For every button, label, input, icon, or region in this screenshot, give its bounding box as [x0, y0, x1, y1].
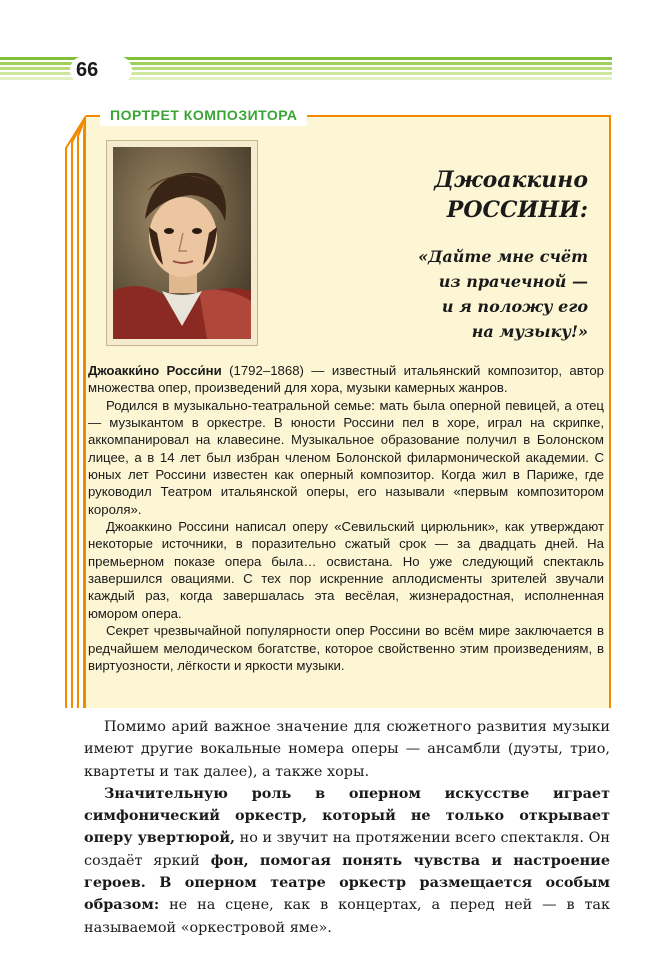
bio-paragraph	[88, 362, 604, 397]
plain-text: но и звучит на протяжении всего спектакля. Он создаёт яркий	[84, 830, 610, 869]
page-number: 66	[70, 56, 132, 84]
composer-first-name: Джоаккино	[434, 167, 588, 193]
quote-line: и я положу его	[441, 297, 588, 316]
bio-paragraph: Секрет чрезвычайной популярности опер Россини во всём мире заключается в редчайшем мелодическом богатстве, которое свойственно этим произведениям, в виртуозности, лёгкости и яркости музыки.	[88, 623, 604, 673]
composer-biography	[88, 362, 604, 674]
composer-quote	[410, 244, 588, 344]
composer-portrait	[106, 140, 258, 346]
main-paragraph	[84, 783, 610, 939]
composer-name	[420, 165, 588, 225]
quote-line: на музыку!»	[471, 322, 588, 341]
bio-paragraph: Родился в музыкально-театральной семье: мать была оперной певицей, а отец — музыкантом в оркестре. В юности Россини пел в хоре, играл на скрипке, аккомпанировал на клавесине. Музыкальное образование получил в Болонском лицее, а в 14 лет был избран членом Болонской филармонической академии. С юных лет Россини известен как оперный композитор. Когда жил в Париже, где руководил Театром итальянской оперы, его называли «первым композитором короля».	[88, 397, 604, 517]
composer-last-name: РОССИНИ:	[446, 197, 588, 223]
quote-line: из прачечной —	[438, 272, 588, 291]
bio-intro: (1792–1868) — известный итальянский композитор, автор множества опер, произведений для хора, музыки камерных жанров.	[88, 363, 604, 396]
emphasis-text: фон, помогая понять чувства и настроение героев. В оперном театре оркестр размещается особым образом:	[84, 851, 610, 914]
bio-name: Джоакки́но Росси́ни	[88, 363, 222, 378]
bio-paragraph: Джоаккино Россини написал оперу «Севильский цирюльник», как утверждают некоторые источники, в поразительно сжатый срок — за двадцать дней. На премьерном показе опера была… освистана. Но уже следующий спектакль завершился овациями. С тех пор искренние аплодисменты зрителей звучали каждый раз, когда завершалась эта весёлая, жизнерадостная, исполненная юмором опера.	[88, 519, 604, 621]
quote-line: «Дайте мне счёт	[418, 247, 588, 266]
main-paragraph: Помимо арий важное значение для сюжетного развития музыки имеют другие вокальные номера оперы — ансамбли (дуэты, трио, квартеты и так далее), а также хоры.	[84, 719, 610, 780]
portrait-image	[107, 141, 257, 345]
section-label: ПОРТРЕТ КОМПОЗИТОРА	[100, 104, 307, 126]
main-text	[84, 716, 610, 939]
plain-text: не на сцене, как в концертах, а перед ней — в так называемой «оркестровой яме».	[84, 897, 610, 936]
emphasis-text: Значительную роль в оперном искусстве играет симфонический оркестр, который не только открывает оперу увертюрой,	[84, 784, 610, 847]
